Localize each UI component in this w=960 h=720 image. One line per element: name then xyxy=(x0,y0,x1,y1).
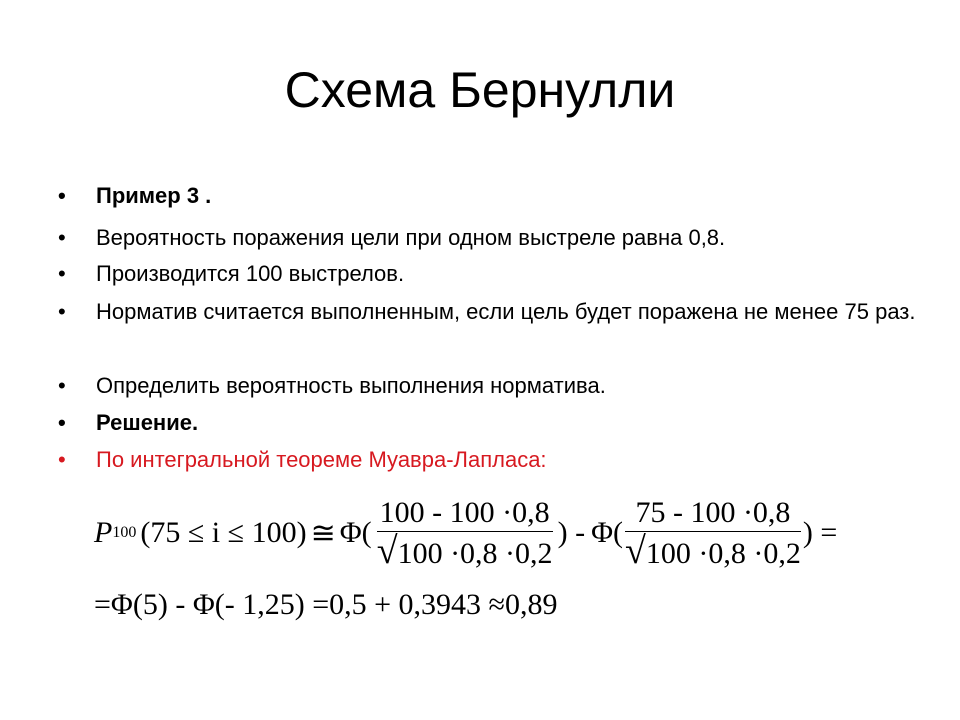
formula-line-1 xyxy=(94,488,837,578)
formula-p: P xyxy=(94,516,113,549)
bullet-shots xyxy=(58,258,926,290)
formula-range: (75 ≤ i ≤ 100) xyxy=(140,516,307,549)
formula-line-2: =Φ(5) - Φ(- 1,25) =0,5 + 0,3943 ≈0,89 xyxy=(94,588,558,621)
bullet-norm xyxy=(58,296,926,328)
fraction-1-radicand: 100 ·0,8 ·0,2 xyxy=(397,536,553,570)
bullet-text: Решение. xyxy=(96,410,199,435)
bullet-solution xyxy=(58,407,926,439)
formula-approx: ≅ xyxy=(310,516,336,550)
bullet-dot: • xyxy=(58,373,66,398)
fraction-1 xyxy=(374,497,556,570)
fraction-2-radicand: 100 ·0,8 ·0,2 xyxy=(645,536,801,570)
bullet-determine xyxy=(58,370,926,402)
fraction-1-numerator: 100 - 100 ·0,8 xyxy=(379,495,550,529)
formula-p-subscript: 100 xyxy=(112,524,137,541)
bullet-example xyxy=(58,180,926,212)
bullet-dot: • xyxy=(58,447,66,472)
formula-phi-open-2: Φ( xyxy=(591,516,624,549)
bullet-text: Вероятность поражения цели при одном выстреле равна 0,8. xyxy=(96,225,726,250)
bullet-text: Норматив считается выполненным, если цель будет поражена не менее 75 раз. xyxy=(96,299,916,324)
slide-title: Схема Бернулли xyxy=(284,62,676,118)
fraction-2 xyxy=(625,497,801,570)
formula-phi-open: Φ( xyxy=(339,516,372,549)
bullet-text: Производится 100 выстрелов. xyxy=(96,261,405,286)
bullet-text: Определить вероятность выполнения норматива. xyxy=(96,373,606,398)
bullet-dot: • xyxy=(58,410,66,435)
bullet-theorem xyxy=(58,444,926,476)
bullet-dot: • xyxy=(58,225,66,250)
bullet-dot: • xyxy=(58,261,66,286)
bullet-probability xyxy=(58,222,926,254)
bullet-dot: • xyxy=(58,299,66,324)
bullet-dot: • xyxy=(58,183,66,208)
sqrt-icon: √ xyxy=(376,529,398,572)
fraction-2-numerator: 75 - 100 ·0,8 xyxy=(635,495,791,529)
formula-close-minus: ) - xyxy=(557,516,586,549)
bullet-text: По интегральной теореме Муавра-Лапласа: xyxy=(96,447,547,472)
fraction-1-denominator xyxy=(377,531,553,570)
sqrt-icon: √ xyxy=(625,529,646,572)
fraction-2-denominator xyxy=(625,531,801,570)
formula-close-equals: ) = xyxy=(802,516,838,549)
bullet-text: Пример 3 . xyxy=(96,183,212,208)
